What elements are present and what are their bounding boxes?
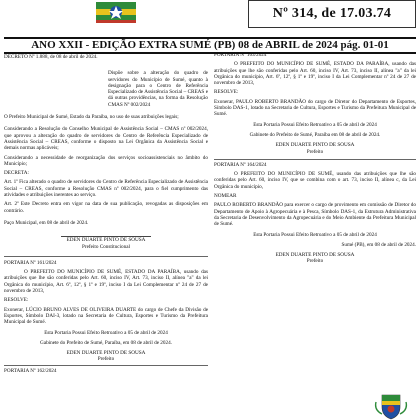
portaria164-sig-name: EDEN DUARTE PINTO DE SOUSA <box>275 252 355 259</box>
coat-of-arms-icon <box>374 392 408 420</box>
decree-sig-role: Prefeito Constitucional <box>82 243 130 250</box>
issue-text: Nº 314, de 17.03.74 <box>272 6 392 21</box>
decree-p2: Considerando a Resolução do Conselho Municipal de Assistência Social – CMAS nº 002/2024, que aprovou a alteração do quadro de servidores do Centro de Referência Especializado de Assistência Social – CREAS, conforme o disposto na Lei Orgânica da Assistência Social e demais normas aplicáveis; <box>4 126 208 152</box>
divider <box>214 159 416 160</box>
decree-place-date: Paço Municipal, em 08 de abril de 2024. <box>4 219 89 226</box>
right-column <box>214 52 416 265</box>
left-column <box>4 54 208 374</box>
masthead-text: ANO XXII - EDIÇÃO EXTRA SUMÉ (PB) 08 de ABRIL de 2024 pág. 01-01 <box>31 39 389 51</box>
decree-heading: DECRETO Nº 1.888, de 08 de abril de 2024. <box>4 54 98 60</box>
decree-ementa: Dispõe sobre a alteração do quadro de servidores do Município de Sumé, quanto à designação para o Centro de Referência Especializado de Assistência Social – CREAS e dá outras providências, na forma da Resolução CMAS Nº 002/2024 <box>108 70 208 108</box>
portaria163-gabinete: Gabinete do Prefeito de Sumé, Paraíba em 08 de abril de 2024. <box>249 131 381 138</box>
divider <box>4 365 208 366</box>
portaria164-retro: Esta Portaria Possui Efeito Retroativo a 05 de abril de 2024 <box>253 231 377 238</box>
portaria162-heading: PORTARIA Nº 162/2024 <box>4 367 57 374</box>
decree-signature <box>4 236 208 250</box>
portaria164-nomear: NOMEAR <box>214 193 237 200</box>
issue-box <box>248 0 416 28</box>
decree-art1: Art. 1º Fica alterado o quadro de servidores do Centro de Referência Especializado de Assistência Social – CREAS, conforme a Resolução CMAS nº 002/2024, para o fiel cumprimento das atividades e atribuições inerentes ao serviço. <box>4 179 208 199</box>
portaria161-gabinete: Gabinete do Prefeito de Sumé, Paraíba, em 08 de abril de 2024. <box>40 339 172 346</box>
portaria163-text: Exonerar, PAULO ROBERTO BRANDÃO do cargo de Diretor do Departamento de Esportes, Símbolo DAS-1, lotado na Secretaria de Cultura, Esportes e Turismo da Prefeitura Municipal de Sumé. <box>214 98 416 118</box>
municipal-logo-icon <box>92 0 140 26</box>
portaria164-place-date: Sumé (PB), em 08 de abril de 2024. <box>341 241 416 248</box>
portaria163-retro: Esta Portaria Possui Efeito Retroativo a 05 de abril de 2024 <box>253 121 377 128</box>
portaria163-resolve: RESOLVE: <box>214 89 239 96</box>
decree-art2: Art. 2º Este Decreto entra em vigor na data de sua publicação, revogadas as disposições em contrário. <box>4 201 208 214</box>
decree-sig-name: EDEN DUARTE PINTO DE SOUSA <box>66 237 146 244</box>
portaria164-sig-role: Prefeito <box>306 258 324 265</box>
decree-p3: Considerando a necessidade de reorganização dos serviços socioassistenciais no âmbito do Município; <box>4 154 208 167</box>
portaria161-heading: PORTARIA Nº 161/2024 <box>4 259 57 266</box>
portaria163-sig-role: Prefeito <box>306 148 324 155</box>
portaria161-sig-role: Prefeito <box>97 356 115 363</box>
portaria164-body: O PREFEITO DO MUNICÍPIO DE SUMÉ, usando das atribuições que lhe são conferidas pelo Art. 60, inciso IV, que se combina com o art. 73, inciso II, alínea c, da Lei Orgânica do município, <box>214 171 416 190</box>
portaria164-heading: PORTARIA Nº 164/2024 <box>214 161 267 168</box>
decree-p1: O Prefeito Municipal de Sumé, Estado da Paraíba, no uso de suas atribuições legais; <box>4 114 179 121</box>
portaria163-body: O PREFEITO DO MUNICÍPIO DE SUMÉ, ESTADO DA PARAÍBA, usando das atribuições que lhe são conferidas pelo Art. 60, inciso IV, Art. 73, inciso II, alínea "a" da lei Orgânica do município, Art. 6º, 12º, § 1º e 19º, inciso I da Lei Complementar nº 24 de 27 de novembro de 2013, <box>214 61 416 87</box>
portaria161-resolve: RESOLVE: <box>4 297 29 304</box>
portaria161-sig-name: EDEN DUARTE PINTO DE SOUSA <box>66 350 146 357</box>
decree-decreta: DECRETA: <box>4 170 29 177</box>
portaria161-text: Exonerar, LÚCIO BRUNO ALVES DE OLIVEIRA DUARTE do cargo de Chefe da Divisão de Esportes, Símbolo DAI-3, lotado na Secretaria de Cultura, Esportes e Turismo da Prefeitura Municipal de Sumé. <box>4 306 208 326</box>
portaria161-retro: Esta Portaria Possui Efeito Retroativo a 05 de abril de 2024 <box>44 329 168 336</box>
portaria164-text: PAULO ROBERTO BRANDÃO para exercer o cargo de provimento em comissão de Diretor do Departamento de Apoio à Agropecuária e à Pesca, Símbolo DAS-1, da Estrutura Administrativa da Secretaria de Desenvolvimento da Agropecuária e do Meio Ambiente da Prefeitura Municipal de Sumé. <box>214 202 416 228</box>
portaria163-sig-name: EDEN DUARTE PINTO DE SOUSA <box>275 142 355 149</box>
portaria163-heading: PORTARIA Nº 163/2024 <box>214 52 267 58</box>
divider <box>4 256 208 257</box>
portaria161-body: O PREFEITO DO MUNICÍPIO DE SUMÉ, ESTADO DA PARAÍBA, usando das atribuições que lhe são conferidas pelo Art. 60, inciso IV, Art. 73, inciso II, alínea "a" da lei Orgânica do município, Art. 6º, 12º, § 1º e 19º, inciso I da Lei Complementar nº 24 de 27 de novembro de 2013, <box>4 269 208 295</box>
